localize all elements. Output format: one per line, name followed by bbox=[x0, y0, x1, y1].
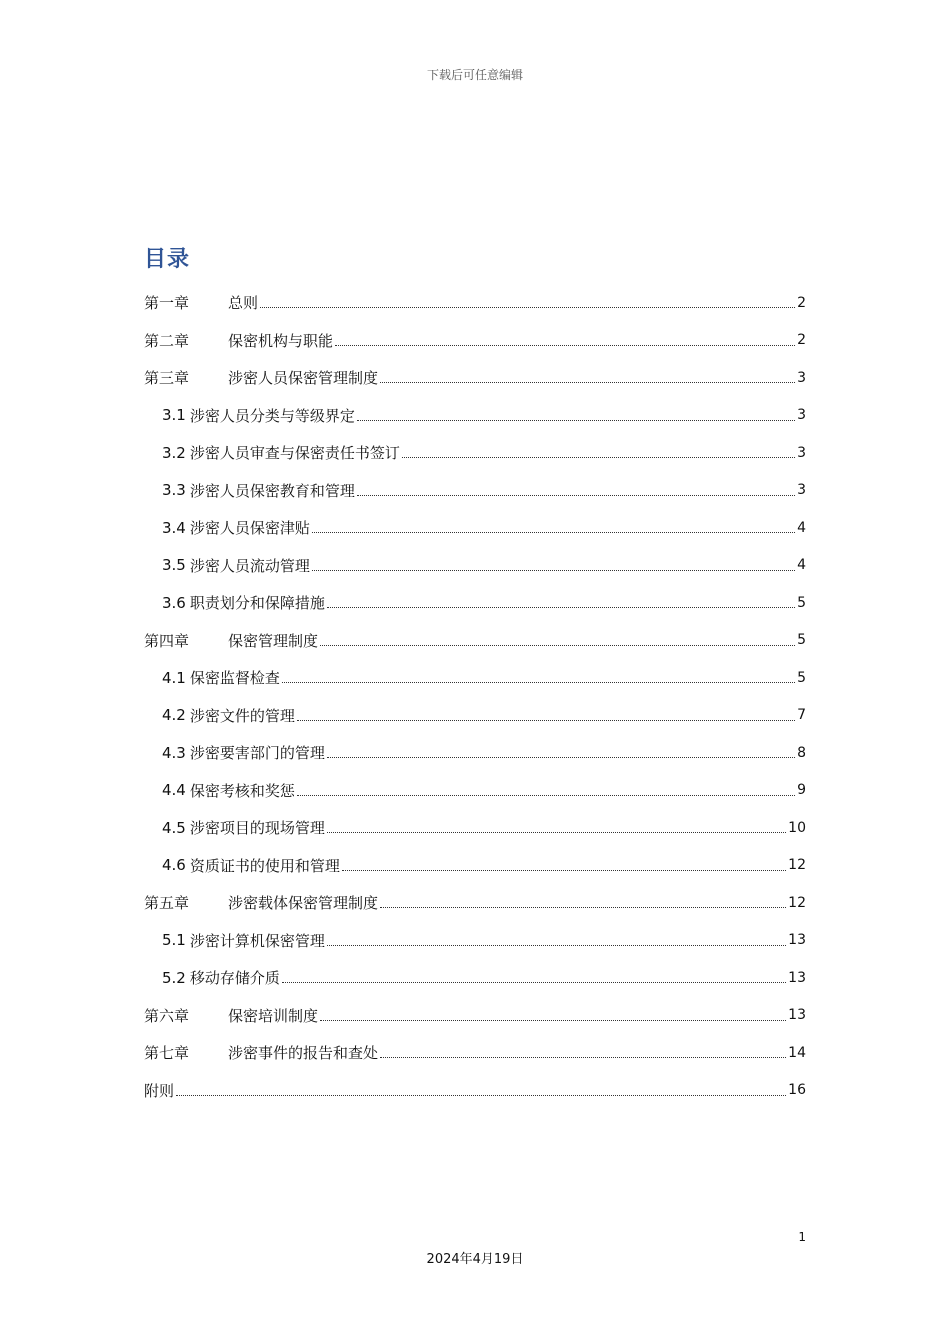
toc-entry[interactable] bbox=[144, 997, 806, 1035]
toc-entry[interactable] bbox=[144, 1072, 806, 1110]
toc-entry-title: 保密管理制度 bbox=[228, 631, 319, 650]
toc-entry-page: 12 bbox=[788, 857, 806, 874]
toc-entry[interactable] bbox=[144, 434, 806, 472]
toc-entry[interactable] bbox=[144, 622, 806, 660]
toc-entry-page: 2 bbox=[797, 294, 806, 311]
toc-entry-title: 涉密文件的管理 bbox=[189, 706, 295, 725]
dot-leader bbox=[320, 1020, 786, 1021]
toc-entry-number: 第六章 bbox=[144, 1006, 190, 1025]
dot-leader bbox=[357, 420, 795, 421]
toc-entry[interactable] bbox=[144, 659, 806, 697]
toc-entry-number: 3.1 bbox=[162, 406, 186, 425]
toc-entry-number: 4.5 bbox=[162, 818, 186, 837]
toc-title: 目录 bbox=[144, 247, 191, 272]
toc-entry-page: 13 bbox=[788, 932, 806, 949]
toc-entry-page: 4 bbox=[797, 557, 806, 574]
toc-entry-title: 保密机构与职能 bbox=[228, 331, 334, 350]
toc-entry-number: 4.3 bbox=[162, 743, 186, 762]
toc-entry-page: 7 bbox=[797, 707, 806, 724]
table-of-contents bbox=[144, 284, 806, 1109]
toc-entry-title: 资质证书的使用和管理 bbox=[189, 856, 340, 875]
toc-entry-page: 13 bbox=[788, 969, 806, 986]
toc-entry[interactable] bbox=[144, 509, 806, 547]
dot-leader bbox=[312, 532, 795, 533]
toc-entry-page: 5 bbox=[797, 594, 806, 611]
toc-entry-page: 3 bbox=[797, 482, 806, 499]
dot-leader bbox=[282, 682, 795, 683]
toc-entry-title: 涉密人员分类与等级界定 bbox=[189, 406, 355, 425]
toc-entry-number: 4.2 bbox=[162, 706, 186, 725]
toc-entry-title: 涉密人员审查与保密责任书签订 bbox=[189, 444, 400, 463]
toc-entry-page: 3 bbox=[797, 407, 806, 424]
toc-entry-title: 涉密人员保密教育和管理 bbox=[189, 481, 355, 500]
toc-entry-number: 3.2 bbox=[162, 443, 186, 462]
toc-entry-number: 第五章 bbox=[144, 894, 190, 913]
toc-entry[interactable] bbox=[144, 922, 806, 960]
page-number: 1 bbox=[798, 1230, 806, 1244]
toc-entry-page: 16 bbox=[788, 1082, 806, 1099]
toc-entry[interactable] bbox=[144, 322, 806, 360]
toc-entry[interactable] bbox=[144, 809, 806, 847]
dot-leader bbox=[320, 645, 795, 646]
toc-entry[interactable] bbox=[144, 547, 806, 585]
dot-leader bbox=[380, 382, 795, 383]
dot-leader bbox=[327, 945, 786, 946]
header-note: 下载后可任意编辑 bbox=[426, 68, 523, 82]
toc-entry-title: 涉密项目的现场管理 bbox=[189, 819, 325, 838]
dot-leader bbox=[297, 720, 795, 721]
toc-entry-number: 5.1 bbox=[162, 931, 186, 950]
footer-date: 2024年4月19日 bbox=[426, 1252, 524, 1267]
toc-entry-title: 附则 bbox=[144, 1081, 175, 1100]
toc-entry-number: 第七章 bbox=[144, 1044, 190, 1063]
toc-entry-number: 第四章 bbox=[144, 631, 190, 650]
dot-leader bbox=[312, 570, 795, 571]
toc-entry-page: 14 bbox=[788, 1044, 806, 1061]
dot-leader bbox=[380, 907, 786, 908]
toc-entry-number: 4.1 bbox=[162, 668, 186, 687]
toc-entry-title: 涉密人员保密管理制度 bbox=[228, 369, 379, 388]
dot-leader bbox=[357, 495, 795, 496]
toc-entry-page: 2 bbox=[797, 332, 806, 349]
toc-entry[interactable] bbox=[144, 847, 806, 885]
toc-entry-page: 4 bbox=[797, 519, 806, 536]
toc-entry-page: 9 bbox=[797, 782, 806, 799]
toc-entry[interactable] bbox=[144, 472, 806, 510]
toc-entry-page: 8 bbox=[797, 744, 806, 761]
toc-entry-title: 保密培训制度 bbox=[228, 1006, 319, 1025]
toc-entry-title: 保密监督检查 bbox=[189, 669, 280, 688]
dot-leader bbox=[327, 832, 786, 833]
toc-entry-number: 3.3 bbox=[162, 481, 186, 500]
toc-entry-title: 总则 bbox=[228, 294, 259, 313]
toc-entry[interactable] bbox=[144, 772, 806, 810]
dot-leader bbox=[342, 870, 786, 871]
toc-entry-page: 10 bbox=[788, 819, 806, 836]
toc-entry-title: 涉密人员保密津贴 bbox=[189, 519, 310, 538]
toc-entry-title: 涉密载体保密管理制度 bbox=[228, 894, 379, 913]
toc-entry-title: 职责划分和保障措施 bbox=[189, 594, 325, 613]
dot-leader bbox=[327, 757, 795, 758]
toc-entry-title: 涉密计算机保密管理 bbox=[189, 931, 325, 950]
toc-entry-number: 3.4 bbox=[162, 518, 186, 537]
toc-entry-page: 5 bbox=[797, 632, 806, 649]
toc-entry-number: 4.4 bbox=[162, 781, 186, 800]
toc-entry[interactable] bbox=[144, 1034, 806, 1072]
toc-entry-title: 涉密人员流动管理 bbox=[189, 556, 310, 575]
toc-entry-number: 4.6 bbox=[162, 856, 186, 875]
toc-entry-page: 13 bbox=[788, 1007, 806, 1024]
toc-entry-number: 第二章 bbox=[144, 331, 190, 350]
toc-entry[interactable] bbox=[144, 697, 806, 735]
toc-entry[interactable] bbox=[144, 959, 806, 997]
toc-entry-page: 3 bbox=[797, 444, 806, 461]
toc-entry-number: 第三章 bbox=[144, 369, 190, 388]
dot-leader bbox=[335, 345, 795, 346]
toc-entry[interactable] bbox=[144, 397, 806, 435]
toc-entry[interactable] bbox=[144, 884, 806, 922]
dot-leader bbox=[380, 1057, 786, 1058]
toc-entry-page: 12 bbox=[788, 894, 806, 911]
toc-entry-title: 移动存储介质 bbox=[189, 969, 280, 988]
dot-leader bbox=[327, 607, 795, 608]
toc-entry[interactable] bbox=[144, 584, 806, 622]
dot-leader bbox=[297, 795, 795, 796]
toc-entry-title: 涉密事件的报告和查处 bbox=[228, 1044, 379, 1063]
dot-leader bbox=[260, 307, 795, 308]
toc-entry-title: 保密考核和奖惩 bbox=[189, 781, 295, 800]
toc-entry-title: 涉密要害部门的管理 bbox=[189, 744, 325, 763]
toc-entry-number: 第一章 bbox=[144, 294, 190, 313]
toc-entry[interactable] bbox=[144, 284, 806, 322]
toc-entry-number: 3.6 bbox=[162, 593, 186, 612]
toc-entry-page: 5 bbox=[797, 669, 806, 686]
toc-entry-number: 5.2 bbox=[162, 968, 186, 987]
toc-entry[interactable] bbox=[144, 734, 806, 772]
dot-leader bbox=[176, 1095, 786, 1096]
toc-entry[interactable] bbox=[144, 359, 806, 397]
toc-entry-page: 3 bbox=[797, 369, 806, 386]
dot-leader bbox=[402, 457, 795, 458]
dot-leader bbox=[282, 982, 786, 983]
toc-entry-number: 3.5 bbox=[162, 556, 186, 575]
